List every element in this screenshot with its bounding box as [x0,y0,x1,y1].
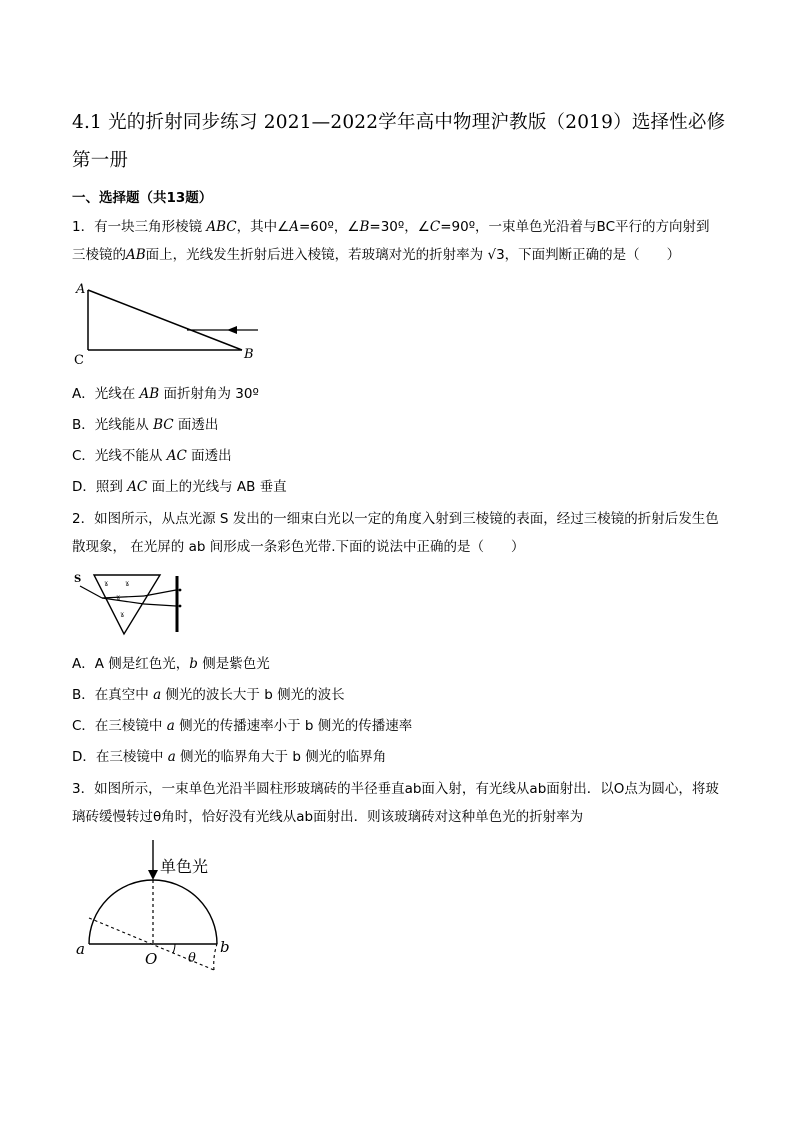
prism-mark-2: ɤ [125,579,130,588]
semicircle-glass-figure [72,838,272,978]
source-s-label: S [74,574,82,585]
option-2b[interactable]: B．在真空中 a 侧光的波长大于 b 侧光的波长 [72,687,345,703]
option-1c[interactable]: C．光线不能从 AC 面透出 [72,448,232,464]
option-1d[interactable]: D．照到 AC 面上的光线与 AB 垂直 [72,479,287,495]
down-arrow-icon [148,870,158,880]
point-b-label: b [220,938,230,956]
point-b [179,605,182,608]
incident-ray [80,586,102,598]
refracted-ray-a [102,596,144,598]
prism-mark-1: ɤ [104,579,109,588]
question-3-stem: 3．如图所示，一束单色光沿半圆柱形玻璃砖的半径垂直ab面入射，有光线从ab面射出．以O点为圆心，将玻璃砖缓慢转过θ角时，恰好没有光线从ab面射出．则该玻璃砖对这种单色光的折射率为 [72,781,719,825]
point-a [179,589,182,592]
rotated-arc [214,944,217,970]
prism-mark-4: ɤ [120,610,125,619]
option-2a[interactable]: A．A 侧是红色光，b 侧是紫色光 [72,656,270,672]
option-2d[interactable]: D．在三棱镜中 a 侧光的临界角大于 b 侧光的临界角 [72,749,387,765]
emergent-ray-b [144,604,176,606]
edge-ab [88,290,242,350]
theta-arc [173,944,175,953]
point-o-label: O [145,950,158,968]
prism-mark-3: ɤ [116,593,121,602]
prism-dispersion-figure [72,570,192,640]
theta-label: θ [188,951,196,966]
option-2c[interactable]: C．在三棱镜中 a 侧光的传播速率小于 b 侧光的传播速率 [72,718,413,734]
vertex-a-label: A [76,282,86,297]
vertex-b-label: B [244,347,254,362]
document-title: 4.1 光的折射同步练习 2021—2022学年高中物理沪教版（2019）选择性必修第一册 [72,112,726,171]
light-label: 单色光 [160,857,209,876]
vertex-c-label: C [74,353,84,368]
point-a-label: a [76,940,85,958]
question-1-stem: 1．有一块三角形棱镜 ABC，其中∠A=60º，∠B=30º，∠C=90º，一束单色光沿着与BC平行的方向射到三棱镜的AB面上，光线发生折射后进入棱镜，若玻璃对光的折射率为 √3，下面判断正确的是（ ） [72,219,710,263]
ray-arrow-icon [227,326,237,334]
section-heading: 一、选择题（共13题） [72,190,213,206]
option-1b[interactable]: B．光线能从 BC 面透出 [72,417,219,433]
prism-triangle-figure [72,280,272,370]
option-1a[interactable]: A．光线在 AB 面折射角为 30º [72,386,259,402]
question-2-stem: 2．如图所示，从点光源 S 发出的一细束白光以一定的角度入射到三棱镜的表面，经过三棱镜的折射后发生色散现象， 在光屏的 ab 间形成一条彩色光带.下面的说法中正确的是（ ） [72,511,719,555]
